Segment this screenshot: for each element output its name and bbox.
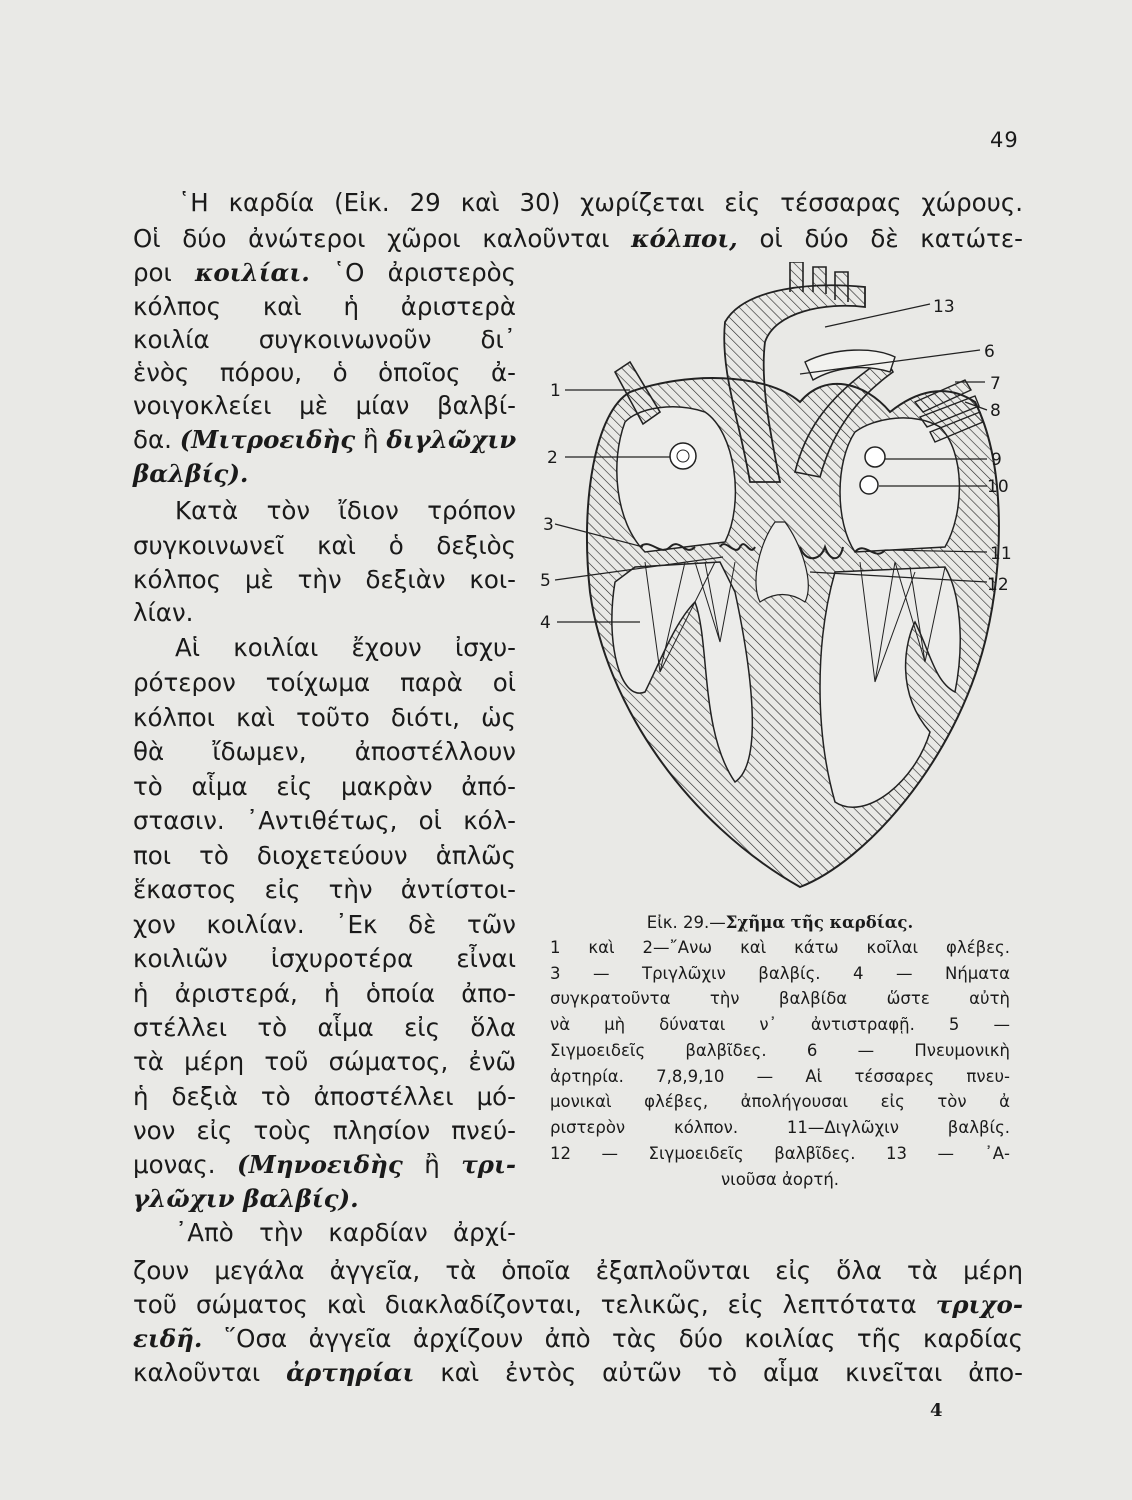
caption-line: ἀρτηρία. 7,8,9,10 — Αἱ τέσσαρες πνευ- xyxy=(550,1067,1010,1086)
paragraph-line: στασιν. ᾿Αντιθέτως, οἱ κόλ- xyxy=(133,806,516,835)
paragraph-line: ᾿Απὸ τὴν καρδίαν ἀρχί- xyxy=(175,1218,516,1247)
signature-mark: 4 xyxy=(930,1400,943,1421)
caption-line: μονικαὶ φλέβες, ἀπολήγουσαι εἰς τὸν ἀ xyxy=(550,1092,1010,1111)
paragraph-line: ποι τὸ διοχετεύουν ἁπλῶς xyxy=(133,841,516,870)
paragraph-line: ρότερον τοίχωμα παρὰ οἱ xyxy=(133,668,516,697)
paragraph-line: ἑνὸς πόρου, ὁ ὁποῖος ἀ- xyxy=(133,358,516,387)
caption-line: 12 — Σιγμοειδεῖς βαλβῖδες. 13 — ᾿Α- xyxy=(550,1144,1010,1163)
term-valvis: βαλβίς). xyxy=(133,459,249,488)
paragraph-line: κόλποι καὶ τοῦτο διότι, ὡς xyxy=(133,703,516,732)
paragraph-line: ειδῆ. ῞Οσα ἀγγεῖα ἀρχίζουν ἀπὸ τὰς δύο κοιλίας τῆς καρδίας xyxy=(133,1324,1023,1353)
paragraph-line: ῾Η καρδία (Εἰκ. 29 καὶ 30) χωρίζεται εἰς τέσσαρας χώρους. xyxy=(178,188,1023,217)
figure-label: 13 xyxy=(933,297,955,317)
paragraph-line: θὰ ἴδωμεν, ἀποστέλλουν xyxy=(133,737,516,766)
term-trichoeidi: τριχο- xyxy=(935,1290,1023,1319)
page-number: 49 xyxy=(990,128,1019,152)
paragraph-line: ἡ ἀριστερά, ἡ ὁποία ἀπο- xyxy=(133,979,516,1008)
figure-label: 6 xyxy=(984,342,995,362)
paragraph-line: Αἱ κοιλίαι ἔχουν ἰσχυ- xyxy=(175,633,516,662)
paragraph-line: Κατὰ τὸν ἴδιον τρόπον xyxy=(175,496,516,525)
caption-line: ριστερὸν κόλπον. 11—Διγλῶχιν βαλβίς. xyxy=(550,1118,1010,1137)
paragraph-line: κόλπος μὲ τὴν δεξιὰν κοι- xyxy=(133,565,516,594)
term-minoeidis: (Μηνοειδὴς xyxy=(237,1150,403,1179)
paragraph-line: στέλλει τὸ αἷμα εἰς ὅλα xyxy=(133,1013,516,1042)
figure-label: 7 xyxy=(990,374,1001,394)
paragraph-line: μονας. (Μηνοειδὴς ἢ τρι- xyxy=(133,1150,516,1179)
paragraph-line: τὰ μέρη τοῦ σώματος, ἐνῶ xyxy=(133,1047,516,1076)
term-artiriai: ἀρτηρίαι xyxy=(286,1358,415,1387)
term-trichoeidi-end: ειδῆ. xyxy=(133,1324,203,1353)
caption-line: 3 — Τριγλῶχιν βαλβίς. 4 — Νήματα xyxy=(550,964,1010,983)
paragraph-line: συγκοινωνεῖ καὶ ὁ δεξιὸς xyxy=(133,531,516,560)
paragraph-line xyxy=(133,1184,516,1214)
paragraph-line: ἡ δεξιὰ τὸ ἀποστέλλει μό- xyxy=(133,1082,516,1111)
term-koiliai: κοιλίαι. xyxy=(194,258,310,287)
figure-label: 11 xyxy=(990,544,1012,564)
term-kolpoi: κόλποι, xyxy=(631,224,738,253)
figure-label: 4 xyxy=(540,613,551,633)
paragraph-line: ζουν μεγάλα ἀγγεῖα, τὰ ὁποῖα ἐξαπλοῦνται εἰς ὅλα τὰ μέρη xyxy=(133,1256,1023,1285)
paragraph-line: Οἱ δύο ἀνώτεροι χῶροι καλοῦνται κόλποι, οἱ δύο δὲ κατώτε- xyxy=(133,224,1023,253)
figure-label: 5 xyxy=(540,571,551,591)
paragraph-line xyxy=(133,459,516,489)
paragraph-line: νον εἰς τοὺς πλησίον πνεύ- xyxy=(133,1116,516,1145)
heart-diagram xyxy=(535,262,1025,902)
term-diglochin: διγλῶχιν xyxy=(386,425,517,454)
figure-label: 1 xyxy=(550,381,561,401)
figure-label: 9 xyxy=(991,450,1002,470)
pulmonary-vein-opening-10 xyxy=(860,476,878,494)
paragraph-line: τοῦ σώματος καὶ διακλαδίζονται, τελικῶς, εἰς λεπτότατα τριχο- xyxy=(133,1290,1023,1319)
right-atrium-cavity xyxy=(617,407,736,552)
figure-caption-title: Εἰκ. 29.—Σχῆμα τῆς καρδίας. xyxy=(646,913,914,932)
caption-line: νιοῦσα ἀορτή. xyxy=(720,1170,840,1189)
paragraph-line: ροι κοιλίαι. ῾Ο ἀριστερὸς xyxy=(133,258,516,287)
figure-label: 10 xyxy=(987,477,1009,497)
paragraph-line: νοιγοκλείει μὲ μίαν βαλβί- xyxy=(133,391,516,420)
term-tri: τρι- xyxy=(461,1150,516,1179)
paragraph-line: τὸ αἷμα εἰς μακρὰν ἀπό- xyxy=(133,772,516,801)
caption-line: 1 καὶ 2—῎Ανω καὶ κάτω κοῖλαι φλέβες. xyxy=(550,938,1010,957)
figure-label: 12 xyxy=(987,575,1009,595)
paragraph-line: χον κοιλίαν. ᾿Εκ δὲ τῶν xyxy=(133,910,516,939)
paragraph-line: δα. (Μιτροειδὴς ἢ διγλῶχιν xyxy=(133,425,517,454)
term-triglochin-valvis: γλῶχιν βαλβίς). xyxy=(133,1184,359,1213)
caption-line: Σιγμοειδεῖς βαλβῖδες. 6 — Πνευμονικὴ xyxy=(550,1041,1010,1060)
paragraph-line: κοιλία συγκοινωνοῦν δι᾿ xyxy=(133,325,516,354)
paragraph-line: ἕκαστος εἰς τὴν ἀντίστοι- xyxy=(133,875,516,904)
vena-cava-opening xyxy=(670,443,696,469)
pulmonary-vein-opening-9 xyxy=(865,447,885,467)
caption-line: συγκρατοῦντα τὴν βαλβίδα ὥστε αὐτὴ xyxy=(550,989,1010,1008)
caption-line: νὰ μὴ δύναται ν᾿ ἀντιστραφῇ. 5 — xyxy=(550,1015,1010,1034)
paragraph-line: κοιλιῶν ἰσχυροτέρα εἶναι xyxy=(133,944,516,973)
term-mitroeidis: (Μιτροειδὴς xyxy=(179,425,356,454)
figure-label: 2 xyxy=(547,448,558,468)
figure-label: 8 xyxy=(990,401,1001,421)
paragraph-line: λίαν. xyxy=(133,598,194,627)
figure-label: 3 xyxy=(543,515,554,535)
paragraph-line: κόλπος καὶ ἡ ἀριστερὰ xyxy=(133,292,516,321)
paragraph-line: καλοῦνται ἀρτηρίαι καὶ ἐντὸς αὐτῶν τὸ αἷμα κινεῖται ἀπο- xyxy=(133,1358,1023,1387)
